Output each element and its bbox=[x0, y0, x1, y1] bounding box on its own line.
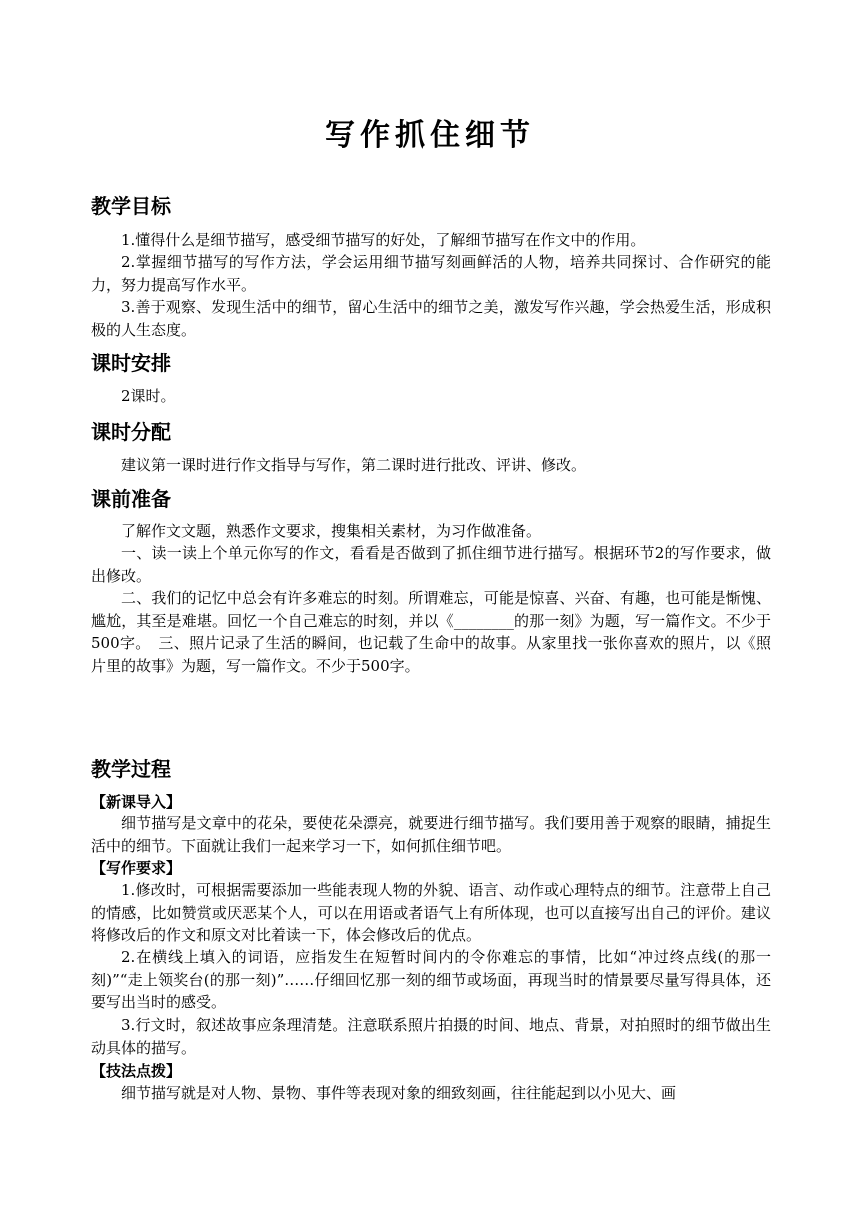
requirement-item-1: 1.修改时，可根据需要添加一些能表现人物的外貌、语言、动作或心理特点的细节。注意带上自己的情感，比如赞赏或厌恶某个人，可以在用语或者语气上有所体现，也可以直接写出自己的评价。建议将修改后的作文和原文对比着读一下，体会修改后的优点。 bbox=[91, 881, 771, 944]
goal-item-2: 2.掌握细节描写的写作方法，学会运用细节描写刻画鲜活的人物，培养共同探讨、合作研究的能力，努力提高写作水平。 bbox=[91, 253, 771, 294]
tag-technique-tips: 【技法点拨】 bbox=[91, 1062, 182, 1080]
intro-text: 细节描写是文章中的花朵，要使花朵漂亮，就要进行细节描写。我们要用善于观察的眼睛，捕捉生活中的细节。下面就让我们一起来学习一下，如何抓住细节吧。 bbox=[91, 814, 771, 855]
heading-preparation: 课前准备 bbox=[91, 487, 171, 511]
heading-schedule: 课时安排 bbox=[91, 351, 171, 375]
heading-allocation: 课时分配 bbox=[91, 420, 171, 444]
goal-item-3: 3.善于观察、发现生活中的细节，留心生活中的细节之美，激发写作兴趣，学会热爱生活，形成积极的人生态度。 bbox=[91, 298, 771, 339]
schedule-text: 2课时。 bbox=[121, 387, 176, 405]
requirement-item-3: 3.行文时，叙述故事应条理清楚。注意联系照片拍摄的时间、地点、背景，对拍照时的细节做出生动具体的描写。 bbox=[91, 1016, 771, 1057]
tag-writing-requirements: 【写作要求】 bbox=[91, 859, 182, 877]
allocation-text: 建议第一课时进行作文指导与写作，第二课时进行批改、评讲、修改。 bbox=[121, 456, 587, 474]
document-title: 写作抓住细节 bbox=[325, 118, 535, 153]
tag-new-lesson-intro: 【新课导入】 bbox=[91, 793, 182, 811]
goal-item-1: 1.懂得什么是细节描写，感受细节描写的好处，了解细节描写在作文中的作用。 bbox=[121, 231, 646, 249]
prep-item-1: 了解作文文题，熟悉作文要求，搜集相关素材，为习作做准备。 bbox=[121, 522, 542, 540]
requirement-item-2: 2.在横线上填入的词语，应指发生在短暂时间内的令你难忘的事情，比如“冲过终点线(的那一刻)”“走上领奖台(的那一刻)”……仔细回忆那一刻的细节或场面，再现当时的情景要尽量写得具体，还要写出当时的感受。 bbox=[91, 948, 771, 1011]
prep-item-3: 二、我们的记忆中总会有许多难忘的时刻。所谓难忘，可能是惊喜、兴奋、有趣，也可能是惭愧、尴尬，其至是难堪。回忆一个自己难忘的时刻，并以《________的那一刻》为题，写一篇作文。不少于500字。 三、照片记录了生活的瞬间，也记载了生命中的故事。从家里找一张你喜欢的照片，以《照片里的故事》为题，写一篇作文。不少于500字。 bbox=[91, 589, 771, 675]
tips-text: 细节描写就是对人物、景物、事件等表现对象的细致刻画，往往能起到以小见大、画 bbox=[121, 1084, 677, 1102]
prep-item-2: 一、读一读上个单元你写的作文，看看是否做到了抓住细节进行描写。根据环节2的写作要求，做出修改。 bbox=[91, 544, 771, 585]
heading-teaching-process: 教学过程 bbox=[91, 757, 171, 781]
heading-teaching-goals: 教学目标 bbox=[91, 194, 171, 218]
